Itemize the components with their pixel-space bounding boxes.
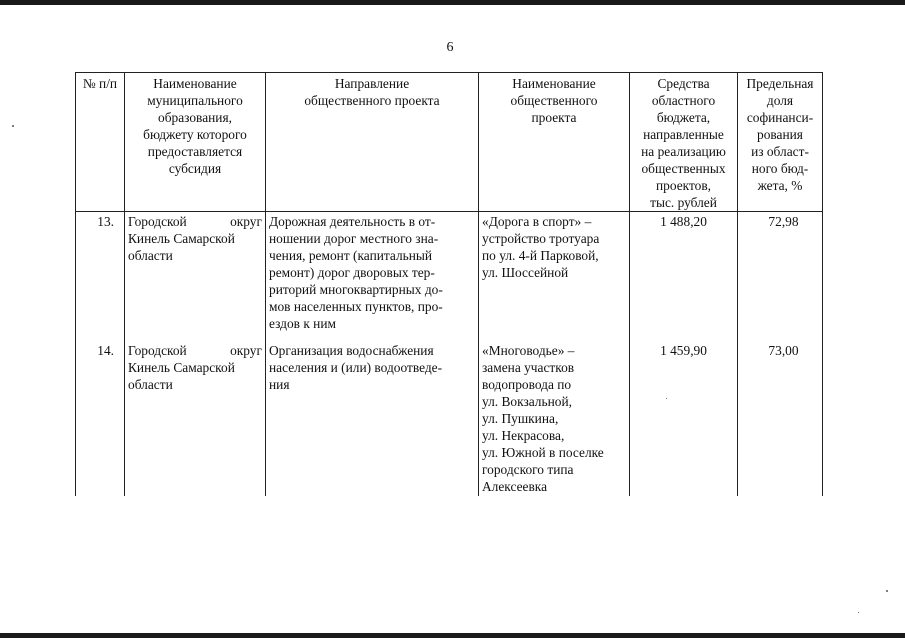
header-direction: Направление общественного проекта — [266, 73, 479, 212]
header-number: № п/п — [76, 73, 125, 212]
municipality-cell: Городской округ Кинель Самарской области — [125, 212, 266, 342]
row-number: 14. — [76, 341, 125, 496]
scan-speck — [12, 125, 14, 127]
share-cell: 73,00 — [738, 341, 823, 496]
page-number: 6 — [446, 40, 454, 55]
project-name-cell: «Дорога в спорт» – устройство тротуара по ул. 4-й Парковой, ул. Шоссейной — [479, 212, 630, 342]
funds-cell: 1 488,20 — [630, 212, 738, 342]
header-funds: Средства областного бюджета, направленные на реализацию общественных проектов, тыс. рублей — [630, 73, 738, 212]
project-name-cell: «Многоводье» – замена участков водопровода по ул. Вокзальной, ул. Пушкина, ул. Некрасова, ул. Южной в поселке городского типа Алексеевка — [479, 341, 630, 496]
scan-speck — [858, 612, 859, 613]
scan-speck — [886, 590, 888, 592]
municipality-cell: Городской округ Кинель Самарской области — [125, 341, 266, 496]
table-header-row — [76, 73, 823, 212]
direction-cell: Организация водоснабжения населения и (или) водоотведе- ния — [266, 341, 479, 496]
header-share: Предельная доля софинанси- рования из област- ного бюд- жета, % — [738, 73, 823, 212]
share-cell: 72,98 — [738, 212, 823, 342]
row-number: 13. — [76, 212, 125, 342]
header-municipality: Наименование муниципального образования, бюджету которого предоставляется субсидия — [125, 73, 266, 212]
table-row — [76, 212, 823, 342]
bottom-border — [0, 633, 905, 638]
top-border — [0, 0, 905, 5]
direction-cell: Дорожная деятельность в от- ношении дорог местного зна- чения, ремонт (капитальный ремонт) дорог дворовых тер- риторий многоквартирных до- мов населенных пунктов, про- ездов к ним — [266, 212, 479, 342]
subsidy-table — [75, 72, 823, 496]
funds-cell: 1 459,90 — [630, 341, 738, 496]
header-project-name: Наименование общественного проекта — [479, 73, 630, 212]
table-row — [76, 341, 823, 496]
